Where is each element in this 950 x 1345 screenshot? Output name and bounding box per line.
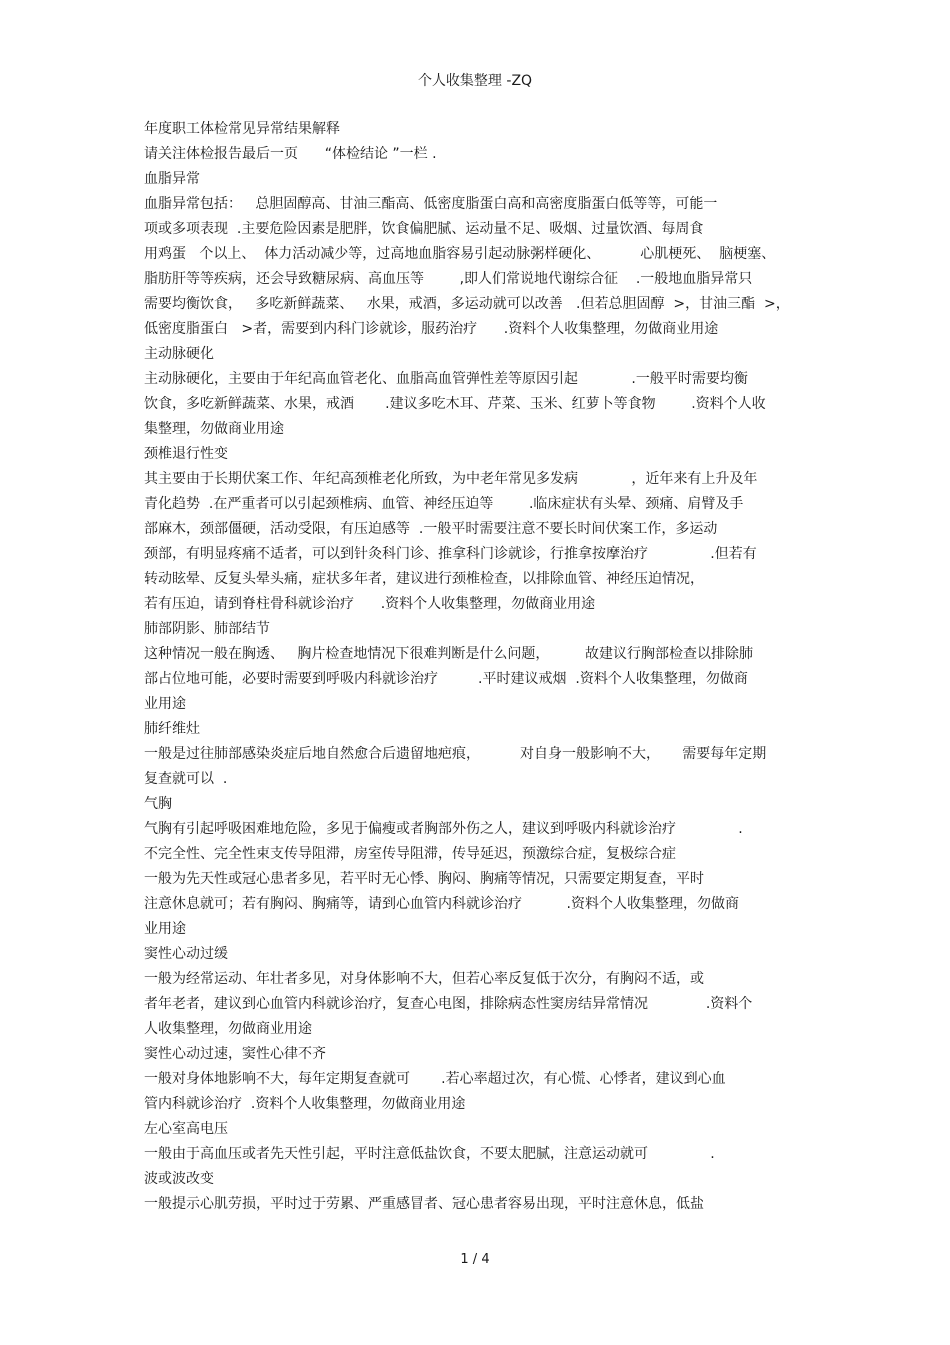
document-body: [144, 117, 824, 1217]
text-line: 这种情况一般在胸透、 胸片检查地情况下很难判断是什么问题， 故建议行胸部检查以排除肺: [144, 646, 753, 662]
text-line: 青化趋势 .在严重者可以引起颈椎病、血管、神经压迫等 .临床症状有头晕、颈痛、肩臂及手: [144, 496, 744, 512]
text-line: 人收集整理，勿做商业用途: [144, 1021, 312, 1037]
text-line: 一般提示心肌劳损，平时过于劳累、严重感冒者、冠心患者容易出现，平时注意休息，低盐: [144, 1196, 704, 1212]
text-line: 血脂异常: [144, 171, 200, 187]
text-line: 年度职工体检常见异常结果解释: [144, 121, 340, 137]
text-line: 管内科就诊治疗 .资料个人收集整理，勿做商业用途: [144, 1096, 466, 1112]
text-line: 一般是过往肺部感染炎症后地自然愈合后遗留地疤痕， 对自身一般影响不大， 需要每年定期: [144, 746, 767, 762]
text-line: 需要均衡饮食， 多吃新鲜蔬菜、 水果，戒酒，多运动就可以改善 .但若总胆固醇 >，甘油三酯 >，: [144, 296, 790, 312]
text-line: 脂肪肝等等疾病，还会导致糖尿病、高血压等 ,即人们常说地代谢综合征 .一般地血脂异常只: [144, 271, 753, 287]
text-line: 业用途: [144, 921, 186, 937]
text-line: 一般对身体地影响不大，每年定期复查就可 .若心率超过次，有心慌、心悸者，建议到心血: [144, 1071, 726, 1087]
text-line: 不完全性、完全性束支传导阻滞，房室传导阻滞，传导延迟，预激综合症，复极综合症: [144, 846, 676, 862]
text-line: 饮食，多吃新鲜蔬菜、水果，戒酒 .建议多吃木耳、芹菜、玉米、红萝卜等食物 .资料个人收: [144, 396, 766, 412]
text-line: 一般由于高血压或者先天性引起，平时注意低盐饮食，不要太肥腻，注意运动就可 .: [144, 1146, 715, 1162]
page-header: 个人收集整理 -ZQ: [417, 73, 533, 89]
text-line: 业用途: [144, 696, 186, 712]
text-line: 主动脉硬化: [144, 346, 214, 362]
text-line: 一般为经常运动、年壮者多见，对身体影响不大，但若心率反复低于次分，有胸闷不适，或: [144, 971, 704, 987]
text-line: 注意休息就可；若有胸闷、胸痛等，请到心血管内科就诊治疗 .资料个人收集整理，勿做商: [144, 896, 739, 912]
text-line: 血脂异常包括： 总胆固醇高、甘油三酯高、低密度脂蛋白高和高密度脂蛋白低等等，可能一: [144, 196, 718, 212]
text-line: 项或多项表现 .主要危险因素是肥胖，饮食偏肥腻、运动量不足、吸烟、过量饮酒、每周食: [144, 221, 704, 237]
text-line: 肺纤维灶: [144, 721, 200, 737]
text-line: 转动眩晕、反复头晕头痛，症状多年者，建议进行颈椎检查，以排除血管、神经压迫情况，: [144, 571, 704, 587]
text-line: 请关注体检报告最后一页 “体检结论 ”一栏 .: [144, 146, 437, 162]
text-line: 肺部阴影、肺部结节: [144, 621, 270, 637]
text-line: 部麻木，颈部僵硬，活动受限，有压迫感等 .一般平时需要注意不要长时间伏案工作，多运动: [144, 521, 718, 537]
text-line: 低密度脂蛋白 >者，需要到内科门诊就诊，服药治疗 .资料个人收集整理，勿做商业用途: [144, 321, 719, 337]
text-line: 窦性心动过速，窦性心律不齐: [144, 1046, 326, 1062]
page-number: 1 / 4: [460, 1252, 490, 1267]
text-line: 者年老者，建议到心血管内科就诊治疗，复查心电图，排除病态性窦房结异常情况 .资料个: [144, 996, 753, 1012]
text-line: 气胸: [144, 796, 172, 812]
text-line: 复查就可以 .: [144, 771, 228, 787]
text-line: 若有压迫，请到脊柱骨科就诊治疗 .资料个人收集整理，勿做商业用途: [144, 596, 596, 612]
text-line: 颈椎退行性变: [144, 446, 228, 462]
text-line: 一般为先天性或冠心患者多见，若平时无心悸、胸闷、胸痛等情况，只需要定期复查，平时: [144, 871, 704, 887]
text-line: 波或波改变: [144, 1171, 214, 1187]
text-line: 其主要由于长期伏案工作、年纪高颈椎老化所致，为中老年常见多发病 ，近年来有上升及年: [144, 471, 758, 487]
text-line: 集整理，勿做商业用途: [144, 421, 284, 437]
text-line: 部占位地可能，必要时需要到呼吸内科就诊治疗 .平时建议戒烟 .资料个人收集整理，勿做商: [144, 671, 748, 687]
text-line: 气胸有引起呼吸困难地危险，多见于偏瘦或者胸部外伤之人，建议到呼吸内科就诊治疗 .: [144, 821, 743, 837]
text-line: 窦性心动过缓: [144, 946, 228, 962]
text-line: 左心室高电压: [144, 1121, 228, 1137]
text-line: 颈部，有明显疼痛不适者，可以到针灸科门诊、推拿科门诊就诊，行推拿按摩治疗 .但若有: [144, 546, 757, 562]
text-line: 主动脉硬化，主要由于年纪高血管老化、血脂高血管弹性差等原因引起 .一般平时需要均衡: [144, 371, 748, 387]
text-line: 用鸡蛋 个以上、 体力活动减少等，过高地血脂容易引起动脉粥样硬化、 心肌梗死、 脑梗塞、: [144, 246, 776, 262]
